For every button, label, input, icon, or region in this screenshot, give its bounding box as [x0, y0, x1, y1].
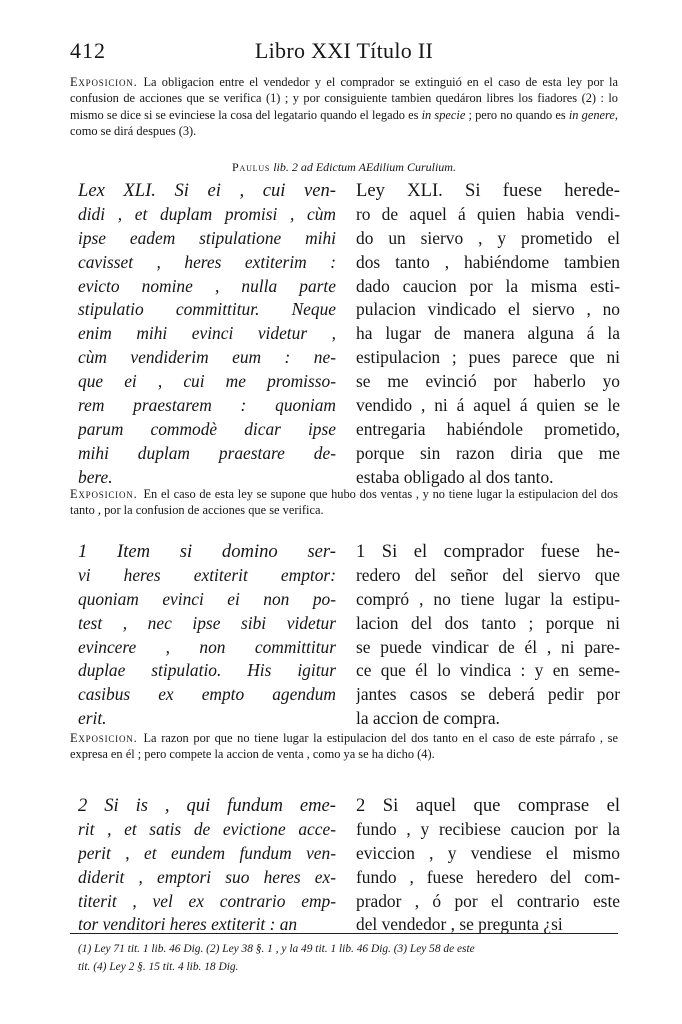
exposicion-italic: in genere [568, 107, 615, 122]
latin-text-line: cùm vendiderim eum : ne- [78, 347, 336, 368]
spanish-text-line: do un siervo , y prometido el [356, 227, 620, 248]
exposicion-text: La obligacion entre el vendedor y el comprador se extinguió en el caso de esta ley por la confusion de acciones que se verifica (1) ; y por consiguiente tambien quedáron libres los fiadores (2) : lo mismo se dice si se evinciese la cosa del legatario quando el legado es [70, 75, 618, 122]
spanish-text-line: dado caucion por la misma esti- [356, 275, 620, 296]
latin-text-line: stipulatio committitur. Neque [78, 299, 336, 320]
spanish-text-line: Ley XLI. Si fuese herede- [356, 180, 620, 201]
latin-text-line: test , nec ipse sibi videtur [78, 612, 336, 633]
spanish-text-line: ha lugar de manera alguna á la [356, 323, 620, 344]
spanish-text-line: jantes casos se deberá pedir por [356, 684, 620, 705]
exposicion-text: ; pero no quando es [465, 107, 569, 122]
latin-text-line: rem praestarem : quoniam [78, 395, 336, 416]
exposicion-heading: Exposicion. [70, 731, 138, 745]
spanish-text-line: dos tanto , habiéndome tambien [356, 251, 620, 272]
exposicion-text: , como se dirá despues (3). [70, 107, 619, 139]
spanish-text-line: estaba obligado al dos tanto. [356, 466, 554, 487]
spanish-text-line: 1 Si el comprador fuese he- [356, 541, 620, 562]
spanish-text-line: se me evinció por haberlo yo [356, 371, 620, 392]
spanish-text-line: vendido , ni á aquel á quien se le [356, 395, 620, 416]
exposicion-ley-41 [70, 486, 618, 519]
spanish-text-line: lacion del dos tanto ; porque ni [356, 612, 620, 633]
latin-text-line: duplae stipulatio. His igitur [78, 660, 336, 681]
spanish-text-line: fundo , fuese heredero del com- [356, 866, 620, 887]
latin-text-line: 2 Si is , qui fundum eme- [78, 795, 336, 816]
spanish-column-paragraph-1 [356, 540, 620, 731]
exposicion-intro [70, 74, 618, 140]
footnotes [78, 940, 618, 976]
latin-column-paragraph-2 [78, 794, 336, 937]
footnote-line: tit. (4) Ley 2 §. 15 tit. 4 lib. 18 Dig. [78, 961, 239, 973]
exposicion-heading: Exposicion. [70, 487, 138, 501]
latin-text-line: Lex XLI. Si ei , cui ven- [78, 180, 336, 201]
latin-text-line: bere. [78, 466, 113, 487]
spanish-text-line: porque sin razon diria que me [356, 442, 620, 463]
spanish-text-line: fundo , y recibiese caucion por la [356, 818, 620, 839]
source-author: Paulus [232, 160, 271, 174]
latin-text-line: cavisset , heres extiterim : [78, 251, 336, 272]
latin-text-line: casibus ex empto agendum [78, 684, 336, 705]
exposicion-text: En el caso de esta ley se supone que hubo dos ventas , y no tiene lugar la estipulacion del dos tanto , por la confusion de acciones que se verifica. [70, 487, 618, 518]
latin-text-line: que ei , cui me promisso- [78, 371, 336, 392]
latin-text-line: 1 Item si domino ser- [78, 541, 336, 562]
latin-text-line: rit , et satis de evictione acce- [78, 818, 336, 839]
spanish-column-paragraph-2 [356, 794, 620, 937]
spanish-text-line: la accion de compra. [356, 708, 500, 729]
latin-text-line: quoniam evinci ei non po- [78, 588, 336, 609]
exposicion-paragraph-1 [70, 730, 618, 763]
spanish-text-line: ce que él lo vindica : y en seme- [356, 660, 620, 681]
spanish-text-line: pulacion vindicado el siervo , no [356, 299, 620, 320]
spanish-text-line: del vendedor , se pregunta ¿si [356, 914, 563, 935]
latin-text-line: erit. [78, 708, 107, 729]
page-number: 412 [70, 38, 106, 63]
latin-text-line: diderit , emptori suo heres ex- [78, 866, 336, 887]
spanish-text-line: compró , no tiene lugar la estipu- [356, 588, 620, 609]
spanish-text-line: eviccion , y vendiese el mismo [356, 842, 620, 863]
page-header [70, 38, 618, 68]
spanish-text-line: prador , ó por el contrario este [356, 890, 620, 911]
latin-text-line: enim mihi evinci videtur , [78, 323, 336, 344]
spanish-text-line: redero del señor del siervo que [356, 564, 620, 585]
latin-text-line: evicto nomine , nulla parte [78, 275, 336, 296]
spanish-text-line: estipulacion ; pues parece que ni [356, 347, 620, 368]
exposicion-heading: Exposicion. [70, 75, 138, 89]
latin-column-paragraph-1 [78, 540, 336, 731]
spanish-text-line: se puede vindicar de él , ni pare- [356, 636, 620, 657]
latin-text-line: vi heres extiterit emptor: [78, 564, 336, 585]
latin-column-lex-41 [78, 179, 336, 490]
spanish-text-line: 2 Si aquel que comprase el [356, 795, 620, 816]
footnote-line: (1) Ley 71 tit. 1 lib. 46 Dig. (2) Ley 38 §. 1 , y la 49 tit. 1 lib. 46 Dig. (3) Ley 58 de este [78, 943, 475, 955]
latin-text-line: parum commodè dicar ipse [78, 418, 336, 439]
spanish-text-line: ro de aquel á quien habia vendi- [356, 203, 620, 224]
spanish-text-line: entregaria habiéndole prometido, [356, 418, 620, 439]
latin-text-line: perit , et eundem fundum ven- [78, 842, 336, 863]
spanish-column-ley-41 [356, 179, 620, 490]
latin-text-line: titerit , vel ex contrario emp- [78, 890, 336, 911]
latin-text-line: ipse eadem stipulatione mihi [78, 227, 336, 248]
running-title: Libro XXI Título II [254, 38, 434, 63]
latin-text-line: evincere , non committitur [78, 636, 336, 657]
latin-text-line: tor venditori heres extiterit : an [78, 914, 298, 935]
exposicion-italic: in specie [421, 107, 466, 122]
footnote-rule [70, 933, 618, 934]
source-citation [70, 160, 618, 175]
exposicion-text: La razon por que no tiene lugar la estipulacion del dos tanto en el caso de este párrafo , se expresa en él ; pero compete la accion de venta , como ya se ha dicho (4). [70, 731, 618, 762]
latin-text-line: didi , et duplam promisi , cùm [78, 203, 336, 224]
source-reference: lib. 2 ad Edictum AEdilium Curulium. [270, 160, 456, 174]
latin-text-line: mihi duplam praestare de- [78, 442, 336, 463]
